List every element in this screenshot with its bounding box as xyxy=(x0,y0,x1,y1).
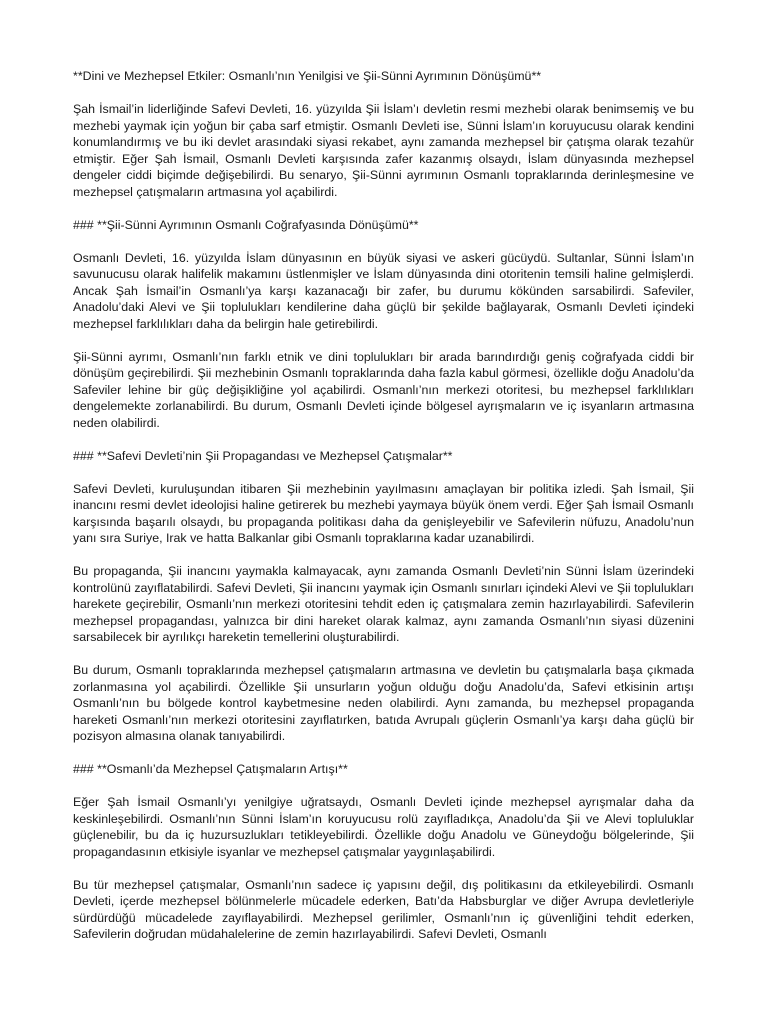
document-body xyxy=(73,68,694,959)
intro-paragraph: Şah İsmail’in liderliğinde Safevi Devleti, 16. yüzyılda Şii İslam’ı devletin resmi mezhebi olarak benimsemiş ve bu mezhebi yaymak için yoğun bir çaba sarf etmiştir. Osmanlı Devleti ise, Sünni İslam’ın koruyucusu olarak kendini konumlandırmış ve bu iki devlet arasındaki siyasi rekabet, aynı zamanda mezhepsel bir çatışma olarak tezahür etmiştir. Eğer Şah İsmail, Osmanlı Devleti karşısında zafer kazanmış olsaydı, İslam dünyasında mezhepsel dengeler ciddi biçimde değişebilirdi. Bu senaryo, Şii-Sünni ayrımının Osmanlı topraklarında derinleşmesine ve mezhepsel çatışmaların artmasına yol açabilirdi. xyxy=(73,102,694,199)
paragraph: Bu propaganda, Şii inancını yaymakla kalmayacak, aynı zamanda Osmanlı Devleti’nin Sünni İslam üzerindeki kontrolünü zayıflatabilirdi. Safevi Devleti, Şii inancını yaymak için Osmanlı sınırları içindeki Alevi ve Şii toplulukları harekete geçirebilir, Osmanlı’nın merkezi otoritesini tehdit eden iç çatışmalara zemin hazırlayabilirdi. Safevilerin mezhepsel propagandası, yalnızca bir dini hareket olarak kalmaz, aynı zamanda Osmanlı’nın siyasi düzenini sarsabilecek bir ayrılıkçı hareketin temellerini oluşturabilirdi. xyxy=(73,564,694,644)
paragraph: Bu tür mezhepsel çatışmalar, Osmanlı’nın sadece iç yapısını değil, dış politikasını da etkileyebilirdi. Osmanlı Devleti, içerde mezhepsel bölünmelerle mücadele ederken, Batı’da Habsburglar ve diğer Avrupa devletleriyle sürdürdüğü mücadelede zayıflayabilirdi. Mezhepsel gerilimler, Osmanlı’nın iç güvenliğini tehdit ederken, Safevilerin doğrudan müdahalelerine de zemin hazırlayabilirdi. Safevi Devleti, Osmanlı xyxy=(73,877,694,941)
paragraph: Şii-Sünni ayrımı, Osmanlı’nın farklı etnik ve dini toplulukları bir arada barındırdığı geniş coğrafyada ciddi bir dönüşüm geçirebilirdi. Şii mezhebinin Osmanlı topraklarında daha fazla kabul görmesi, özellikle doğu Anadolu’da Safeviler lehine bir güç değişikliğine yol açabilirdi. Osmanlı’nın merkezi otoritesi, bu mezhepsel farklılıkları dengelemekte zorlanabilirdi. Bu durum, Osmanlı Devleti içinde bölgesel ayrışmaların ve iç isyanların artmasına neden olabilirdi. xyxy=(73,349,694,430)
paragraph: Safevi Devleti, kuruluşundan itibaren Şii mezhebinin yayılmasını amaçlayan bir politika izledi. Şah İsmail, Şii inancını resmi devlet ideolojisi haline getirerek bu mezhebi yaymaya büyük önem verdi. Eğer Şah İsmail Osmanlı karşısında başarılı olsaydı, bu propaganda politikası daha da genişleyebilir ve Safevilerin nüfuzu, Anadolu’nun yanı sıra Suriye, Irak ve hatta Balkanlar gibi Osmanlı topraklarına kadar uzanabilirdi. xyxy=(73,481,694,545)
document-title: **Dini ve Mezhepsel Etkiler: Osmanlı’nın Yenilgisi ve Şii-Sünni Ayrımının Dönüşümü** xyxy=(73,69,542,83)
section-heading-safevi-propaganda: ### **Safevi Devleti’nin Şii Propagandası ve Mezhepsel Çatışmalar** xyxy=(73,448,453,463)
paragraph: Eğer Şah İsmail Osmanlı’yı yenilgiye uğratsaydı, Osmanlı Devleti içinde mezhepsel ayrışmalar daha da keskinleşebilirdi. Osmanlı’nın Sünni İslam’ın koruyucusu rolü zayıfladıkça, Anadolu’da Şii ve Alevi topluluklar güçlenebilir, bu da iç huzursuzlukları tetikleyebilirdi. Özellikle doğu Anadolu ve Güneydoğu bölgelerinde, Şii propagandasının etkisiyle isyanlar ve mezhepsel çatışmalar yaygınlaşabilirdi. xyxy=(73,795,694,859)
paragraph: Osmanlı Devleti, 16. yüzyılda İslam dünyasının en büyük siyasi ve askeri gücüydü. Sultanlar, Sünni İslam’ın savunucusu olarak halifelik makamını üstlenmişler ve İslam dünyasında dini otoritenin temsili haline gelmişlerdi. Ancak Şah İsmail’in Osmanlı’ya karşı kazanacağı bir zafer, bu durumu kökünden sarsabilirdi. Safeviler, Anadolu’daki Alevi ve Şii toplulukları kendilerine daha güçlü bir şekilde bağlayarak, Osmanlı Devleti içindeki mezhepsel farklılıkları daha da belirgin hale getirebilirdi. xyxy=(73,250,694,331)
section-heading-mezhepsel-catisma: ### **Osmanlı’da Mezhepsel Çatışmaların Artışı** xyxy=(73,762,348,776)
paragraph: Bu durum, Osmanlı topraklarında mezhepsel çatışmaların artmasına ve devletin bu çatışmalarla başa çıkmada zorlanmasına yol açabilirdi. Özellikle Şii unsurların yoğun olduğu doğu Anadolu’da, Safevi etkisinin artışı Osmanlı’nın bu bölgede kontrol kaybetmesine neden olabilirdi. Aynı zamanda, bu mezhepsel propaganda hareketi Osmanlı’nın merkezi otoritesini zayıflatırken, batıda Avrupalı güçlerin Osmanlı’ya karşı daha güçlü bir pozisyon almasına olanak tanıyabilirdi. xyxy=(73,663,694,743)
section-heading-sii-sunni: ### **Şii-Sünni Ayrımının Osmanlı Coğrafyasında Dönüşümü** xyxy=(73,217,419,232)
